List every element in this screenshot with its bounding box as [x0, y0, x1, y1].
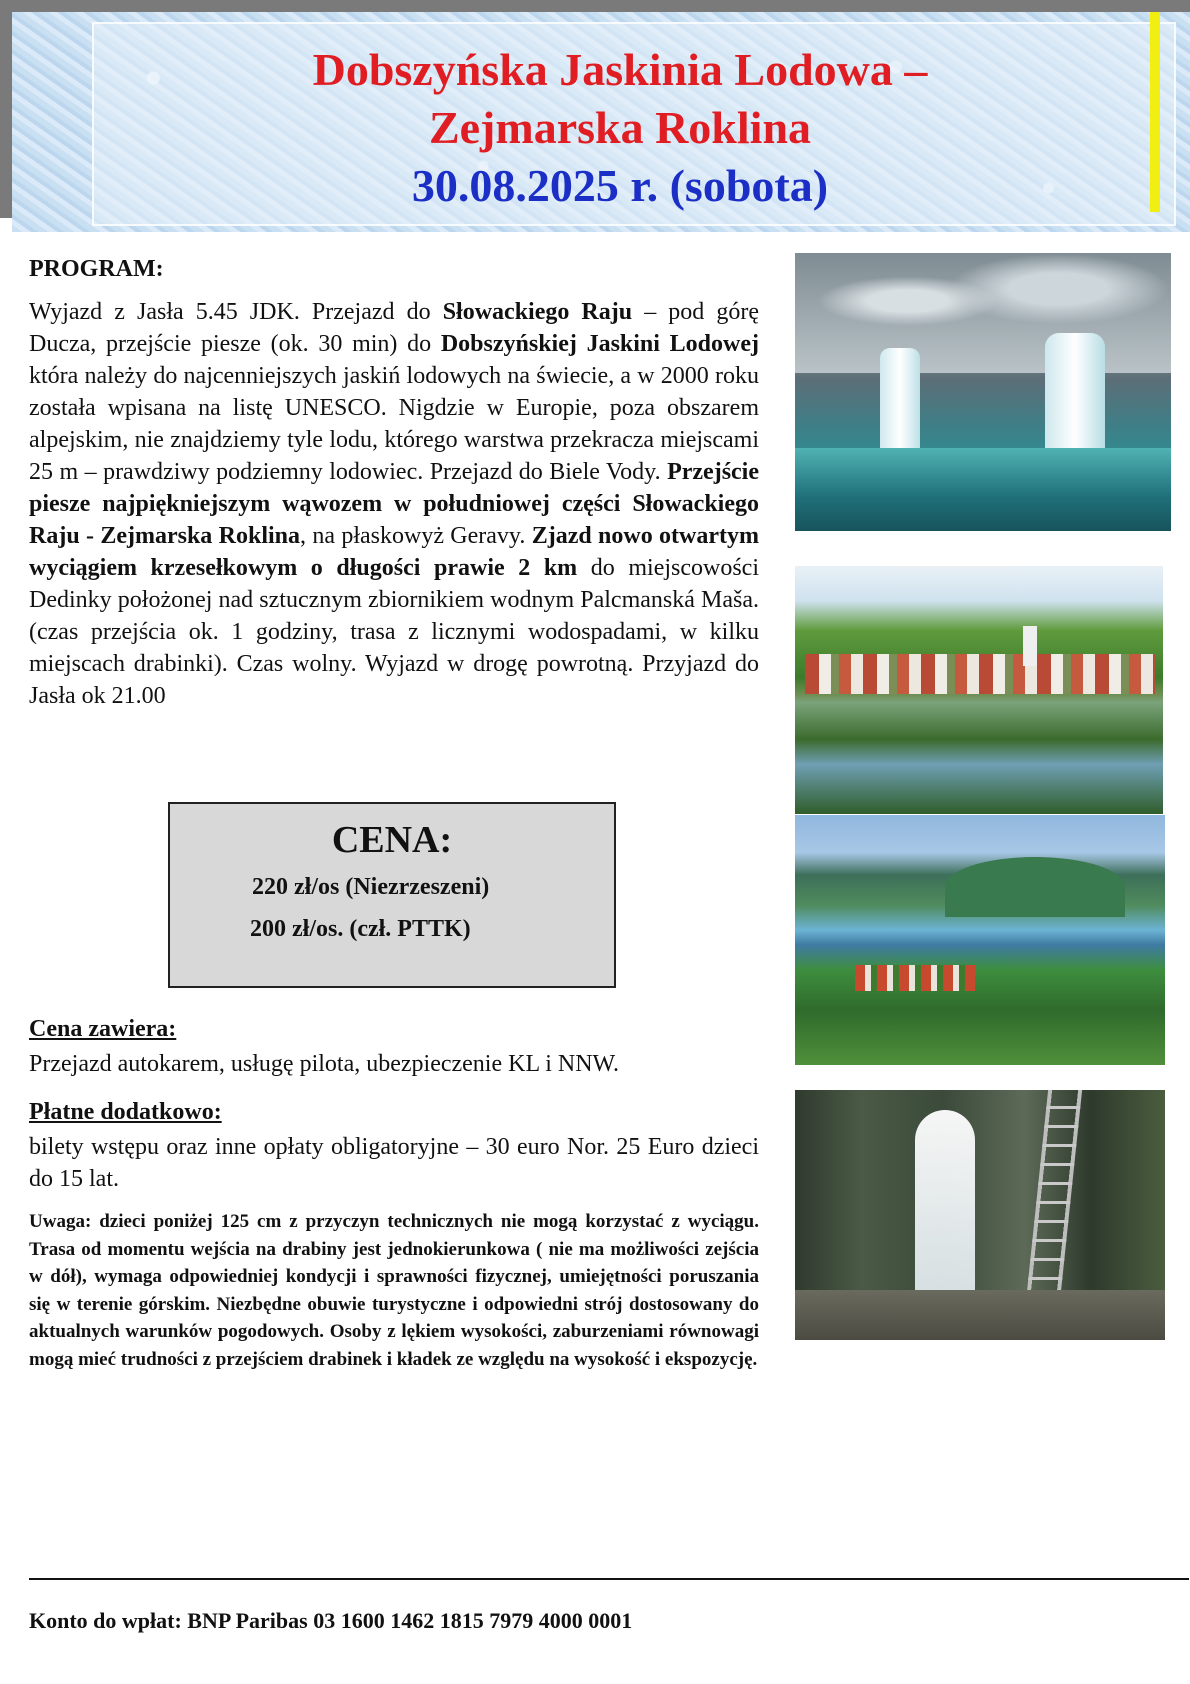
- program-text: do miejscowości Dedinky położonej nad sztucznym zbiornikiem wodnym Palcmanská Maša. (czas przejścia ok. 1 godziny, trasa z licznymi wodospadami, w kilku miejscach drabinki). Czas wolny. Wyjazd w drogę powrotną. Przyjazd do Jasła ok 21.00: [29, 555, 759, 709]
- includes-text: Przejazd autokarem, usługę pilota, ubezpieczenie KL i NNW.: [29, 1051, 620, 1077]
- program-text: – pod górę Ducza, przejście piesze (ok. 30 min) do: [29, 299, 759, 357]
- price-box: [168, 802, 616, 988]
- trip-date: 30.08.2025 r. (sobota): [411, 160, 829, 211]
- footer-divider: [29, 1578, 1189, 1580]
- program-description: [29, 296, 759, 712]
- waterfall: [915, 1110, 975, 1320]
- title-line-1: Dobszyńska Jaskinia Lodowa –: [312, 44, 928, 95]
- cave-ice-floor: [795, 448, 1171, 531]
- program-text-bold: Dobszyńskiej Jaskini Lodowej: [440, 331, 759, 357]
- header-shadow-top: [0, 0, 1190, 12]
- lake-village-photo: [795, 566, 1163, 814]
- bank-account: Konto do wpłat: BNP Paribas 03 1600 1462 1815 7979 4000 0001: [29, 1608, 633, 1633]
- price-heading: CENA:: [331, 819, 453, 861]
- warning-note: [29, 1208, 759, 1373]
- cave-rock-ceiling: [795, 253, 1171, 373]
- program-text: która należy do najcenniejszych jaskiń lodowych na świecie, a w 2000 roku została wpisana na listę UNESCO. Nigdzie w Europie, poza obszarem alpejskim, nie znajdziemy tyle lodu, którego warstwa przekracza miejscami 25 m – prawdziwy podziemny lodowiec. Przejazd do Biele Vody.: [29, 363, 759, 485]
- program-text-bold: Zjazd nowo otwartym wyciągiem krzesełkowym o długości prawie 2 km: [29, 523, 760, 581]
- program-text: , na płaskowyż Geravy.: [300, 523, 532, 549]
- church-tower: [1023, 626, 1037, 666]
- green-hill: [945, 857, 1125, 917]
- program-heading: PROGRAM:: [29, 256, 164, 282]
- warning-label: Uwaga: [29, 1211, 85, 1232]
- price-non-member: 220 zł/os (Niezrzeszeni): [252, 874, 490, 900]
- rocky-ground: [795, 1290, 1165, 1340]
- price-pttk-member: 200 zł/os. (czł. PTTK): [250, 916, 471, 942]
- title-line-2: Zejmarska Roklina: [428, 102, 812, 153]
- waterfall-ladder-photo: [795, 1090, 1165, 1340]
- village-houses: [805, 654, 1155, 694]
- ice-cave-photo: [795, 253, 1171, 531]
- program-text-bold: Przejście piesze najpiękniejszym wąwozem w południowej części Słowackiego Raju - Zejmarska Roklina: [29, 459, 759, 549]
- includes-heading: Cena zawiera:: [29, 1016, 177, 1042]
- program-text-bold: Słowackiego Raju: [442, 299, 633, 325]
- extra-fees-heading: Płatne dodatkowo:: [29, 1099, 222, 1125]
- village-roofs: [855, 965, 975, 991]
- header-shadow-left: [0, 0, 12, 218]
- warning-text: : dzieci poniżej 125 cm z przyczyn technicznych nie mogą korzystać z wyciągu. Trasa od momentu wejścia na drabiny jest jednokierunkowa ( nie ma możliwości zejścia w dół), wymaga odpowiedniej kondycji i sprawności fizycznej, umiejętności poruszania się w terenie górskim. Niezbędne obuwie turystyczne i odpowiedni strój dostosowany do aktualnych warunków pogodowych. Osoby z lękiem wysokości, zaburzeniami równowagi mogą mieć trudności z przejściem drabinek i kładek ze względu na wysokość i ekspozycję.: [29, 1211, 759, 1370]
- program-text: Wyjazd z Jasła 5.45 JDK. Przejazd do: [29, 299, 443, 325]
- extra-fees-text: bilety wstępu oraz inne opłaty obligatoryjne – 30 euro Nor. 25 Euro dzieci do 15 lat.: [29, 1134, 759, 1192]
- mountain-valley-photo: [795, 815, 1165, 1065]
